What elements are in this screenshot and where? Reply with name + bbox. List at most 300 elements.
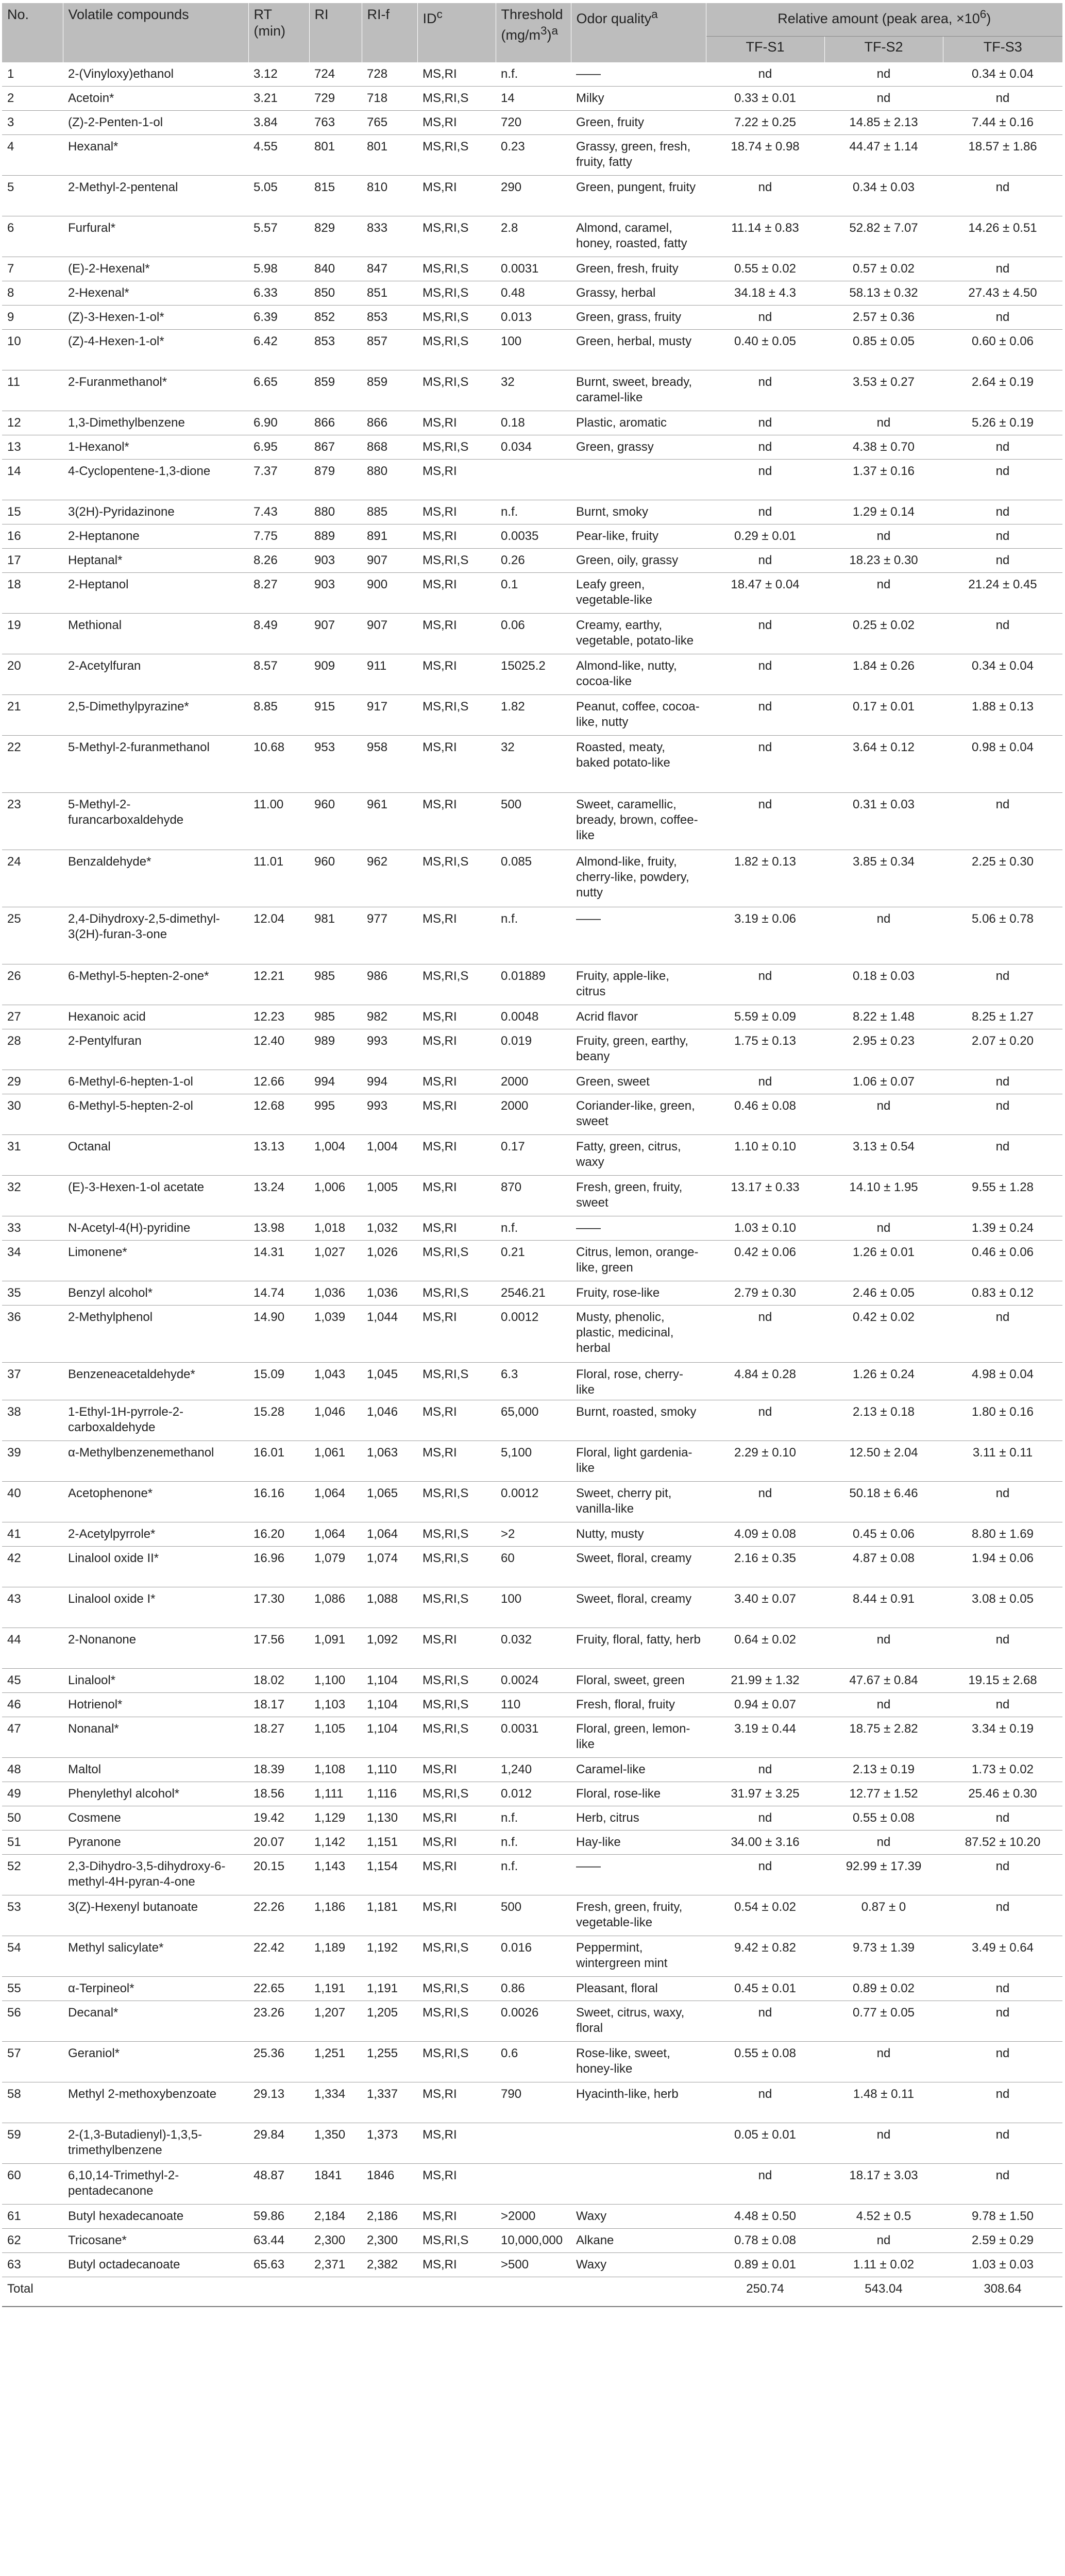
cell-no: 37 xyxy=(2,1363,63,1400)
cell-no: 46 xyxy=(2,1693,63,1717)
cell-tf-s1: nd xyxy=(706,549,824,573)
cell-odor: —— xyxy=(571,1855,706,1895)
cell-tf-s3: 1.03 ± 0.03 xyxy=(943,2253,1062,2277)
cell-threshold: 0.26 xyxy=(496,549,571,573)
cell-tf-s3: 8.80 ± 1.69 xyxy=(943,1522,1062,1547)
cell-no: 44 xyxy=(2,1628,63,1669)
cell-threshold: n.f. xyxy=(496,1806,571,1831)
cell-compound: 5-Methyl-2-furanmethanol xyxy=(63,736,248,793)
cell-id: MS,RI,S xyxy=(417,695,496,736)
cell-odor: Pear-like, fruity xyxy=(571,524,706,549)
cell-no: 57 xyxy=(2,2042,63,2082)
cell-compound: Tricosane* xyxy=(63,2229,248,2253)
cell-compound: 6-Methyl-6-hepten-1-ol xyxy=(63,1070,248,1094)
cell-compound: α-Terpineol* xyxy=(63,1977,248,2001)
cell-ri-f: 833 xyxy=(362,216,417,257)
cell-ri-f: 868 xyxy=(362,435,417,460)
cell-rt: 23.26 xyxy=(248,2001,309,2042)
cell-ri: 1,079 xyxy=(309,1547,362,1587)
cell-threshold: 0.085 xyxy=(496,850,571,907)
table-row xyxy=(2,435,1062,460)
table-row xyxy=(2,62,1062,87)
table-row xyxy=(2,1522,1062,1547)
header-rt: RT (min) xyxy=(248,3,309,62)
cell-ri: 1,111 xyxy=(309,1782,362,1806)
cell-tf-s1: nd xyxy=(706,306,824,330)
cell-tf-s3: 9.78 ± 1.50 xyxy=(943,2205,1062,2229)
cell-threshold: 5,100 xyxy=(496,1441,571,1482)
cell-tf-s1: 3.19 ± 0.06 xyxy=(706,907,824,964)
cell-tf-s2: 3.13 ± 0.54 xyxy=(824,1135,943,1176)
cell-id: MS,RI xyxy=(417,2123,496,2164)
cell-rt: 16.16 xyxy=(248,1482,309,1522)
cell-ri: 1,091 xyxy=(309,1628,362,1669)
cell-tf-s1: nd xyxy=(706,460,824,500)
cell-tf-s3: nd xyxy=(943,87,1062,111)
cell-no: 5 xyxy=(2,176,63,216)
cell-id: MS,RI,S xyxy=(417,257,496,281)
cell-id: MS,RI,S xyxy=(417,281,496,306)
cell-no: 20 xyxy=(2,654,63,695)
cell-id: MS,RI xyxy=(417,1176,496,1216)
cell-compound: 6-Methyl-5-hepten-2-ol xyxy=(63,1094,248,1135)
cell-tf-s3: nd xyxy=(943,1482,1062,1522)
cell-ri: 985 xyxy=(309,1005,362,1029)
cell-id: MS,RI xyxy=(417,1441,496,1482)
cell-tf-s2: 0.87 ± 0 xyxy=(824,1895,943,1936)
cell-threshold: 0.0035 xyxy=(496,524,571,549)
cell-threshold: 6.3 xyxy=(496,1363,571,1400)
cell-tf-s2: 0.34 ± 0.03 xyxy=(824,176,943,216)
cell-compound: 1,3-Dimethylbenzene xyxy=(63,411,248,435)
cell-odor: Almond-like, nutty, cocoa-like xyxy=(571,654,706,695)
cell-tf-s3: 0.98 ± 0.04 xyxy=(943,736,1062,793)
cell-tf-s3: 1.94 ± 0.06 xyxy=(943,1547,1062,1587)
cell-tf-s3: 2.64 ± 0.19 xyxy=(943,370,1062,411)
cell-tf-s3: 2.59 ± 0.29 xyxy=(943,2229,1062,2253)
cell-threshold xyxy=(496,2123,571,2164)
cell-ri: 1,064 xyxy=(309,1482,362,1522)
cell-odor: Almond-like, fruity, cherry-like, powdery, nutty xyxy=(571,850,706,907)
cell-tf-s1: 1.82 ± 0.13 xyxy=(706,850,824,907)
cell-ri: 1,105 xyxy=(309,1717,362,1758)
cell-rt: 63.44 xyxy=(248,2229,309,2253)
cell-ri-f: 1,110 xyxy=(362,1758,417,1782)
cell-odor: Almond, caramel, honey, roasted, fatty xyxy=(571,216,706,257)
cell-tf-s1: 1.03 ± 0.10 xyxy=(706,1216,824,1241)
cell-odor: Fruity, rose-like xyxy=(571,1281,706,1306)
cell-tf-s1: 13.17 ± 0.33 xyxy=(706,1176,824,1216)
table-row xyxy=(2,1176,1062,1216)
cell-tf-s2: 50.18 ± 6.46 xyxy=(824,1482,943,1522)
header-volatile-compounds: Volatile compounds xyxy=(63,3,248,62)
cell-ri: 1,108 xyxy=(309,1758,362,1782)
cell-rt: 18.27 xyxy=(248,1717,309,1758)
cell-rt: 17.30 xyxy=(248,1587,309,1628)
cell-id: MS,RI xyxy=(417,1135,496,1176)
header-ri: RI xyxy=(309,3,362,62)
cell-no: 45 xyxy=(2,1669,63,1693)
cell-tf-s3: nd xyxy=(943,1977,1062,2001)
cell-tf-s3: nd xyxy=(943,2042,1062,2082)
cell-tf-s2: nd xyxy=(824,1216,943,1241)
cell-rt: 5.98 xyxy=(248,257,309,281)
table-row xyxy=(2,2001,1062,2042)
table-row xyxy=(2,1216,1062,1241)
table-row xyxy=(2,1855,1062,1895)
cell-no: 29 xyxy=(2,1070,63,1094)
cell-id: MS,RI,S xyxy=(417,1977,496,2001)
cell-id: MS,RI,S xyxy=(417,1587,496,1628)
cell-ri-f: 1,104 xyxy=(362,1693,417,1717)
cell-no: 21 xyxy=(2,695,63,736)
cell-tf-s2: nd xyxy=(824,524,943,549)
cell-tf-s1: 0.55 ± 0.02 xyxy=(706,257,824,281)
cell-ri-f: 961 xyxy=(362,793,417,850)
cell-tf-s1: 0.55 ± 0.08 xyxy=(706,2042,824,2082)
cell-no: 59 xyxy=(2,2123,63,2164)
table-row xyxy=(2,549,1062,573)
cell-no: 22 xyxy=(2,736,63,793)
cell-odor: Floral, green, lemon-like xyxy=(571,1717,706,1758)
cell-ri-f: 1,116 xyxy=(362,1782,417,1806)
cell-ri: 1,046 xyxy=(309,1400,362,1441)
cell-tf-s2: 0.45 ± 0.06 xyxy=(824,1522,943,1547)
cell-ri-f: 993 xyxy=(362,1029,417,1070)
cell-threshold: 0.013 xyxy=(496,306,571,330)
cell-tf-s1: 18.47 ± 0.04 xyxy=(706,573,824,614)
cell-id: MS,RI xyxy=(417,176,496,216)
cell-threshold: 100 xyxy=(496,330,571,370)
cell-ri-f: 1,088 xyxy=(362,1587,417,1628)
cell-rt: 12.66 xyxy=(248,1070,309,1094)
cell-tf-s3: nd xyxy=(943,1693,1062,1717)
cell-rt: 6.90 xyxy=(248,411,309,435)
cell-ri: 1,143 xyxy=(309,1855,362,1895)
cell-tf-s2: 47.67 ± 0.84 xyxy=(824,1669,943,1693)
cell-compound: 2-Heptanone xyxy=(63,524,248,549)
table-row xyxy=(2,281,1062,306)
cell-ri-f: 801 xyxy=(362,135,417,176)
cell-threshold: 0.0012 xyxy=(496,1482,571,1522)
cell-no: 56 xyxy=(2,2001,63,2042)
table-row xyxy=(2,330,1062,370)
cell-tf-s3: 4.98 ± 0.04 xyxy=(943,1363,1062,1400)
cell-id: MS,RI xyxy=(417,62,496,87)
cell-threshold: 0.17 xyxy=(496,1135,571,1176)
cell-tf-s1: 2.79 ± 0.30 xyxy=(706,1281,824,1306)
cell-ri: 724 xyxy=(309,62,362,87)
cell-odor: Caramel-like xyxy=(571,1758,706,1782)
cell-compound: 2-Hexenal* xyxy=(63,281,248,306)
cell-odor: Green, grassy xyxy=(571,435,706,460)
cell-no: 48 xyxy=(2,1758,63,1782)
cell-ri: 850 xyxy=(309,281,362,306)
cell-compound: 2-Methyl-2-pentenal xyxy=(63,176,248,216)
cell-tf-s1: 3.40 ± 0.07 xyxy=(706,1587,824,1628)
cell-tf-s3: nd xyxy=(943,1806,1062,1831)
cell-tf-s1: 9.42 ± 0.82 xyxy=(706,1936,824,1977)
cell-tf-s2: 1.06 ± 0.07 xyxy=(824,1070,943,1094)
cell-compound: 1-Ethyl-1H-pyrrole-2-carboxaldehyde xyxy=(63,1400,248,1441)
cell-odor: Waxy xyxy=(571,2253,706,2277)
table-row xyxy=(2,524,1062,549)
cell-rt: 8.26 xyxy=(248,549,309,573)
cell-tf-s1: 0.89 ± 0.01 xyxy=(706,2253,824,2277)
cell-ri-f: 1,074 xyxy=(362,1547,417,1587)
cell-threshold: n.f. xyxy=(496,1831,571,1855)
cell-rt: 59.86 xyxy=(248,2205,309,2229)
cell-ri-f: 847 xyxy=(362,257,417,281)
cell-odor: Fresh, green, fruity, sweet xyxy=(571,1176,706,1216)
total-empty-cell xyxy=(309,2277,362,2307)
cell-tf-s2: 2.13 ± 0.18 xyxy=(824,1400,943,1441)
cell-compound: Furfural* xyxy=(63,216,248,257)
cell-tf-s3: nd xyxy=(943,964,1062,1005)
cell-compound: Geraniol* xyxy=(63,2042,248,2082)
cell-threshold: 110 xyxy=(496,1693,571,1717)
cell-rt: 16.96 xyxy=(248,1547,309,1587)
total-empty-cell xyxy=(417,2277,496,2307)
cell-compound: Benzaldehyde* xyxy=(63,850,248,907)
cell-ri-f: 1,032 xyxy=(362,1216,417,1241)
cell-tf-s1: 1.10 ± 0.10 xyxy=(706,1135,824,1176)
cell-tf-s3: 0.60 ± 0.06 xyxy=(943,330,1062,370)
cell-ri-f: 1,005 xyxy=(362,1176,417,1216)
cell-id: MS,RI,S xyxy=(417,1782,496,1806)
cell-id: MS,RI,S xyxy=(417,1669,496,1693)
cell-rt: 12.21 xyxy=(248,964,309,1005)
cell-tf-s2: nd xyxy=(824,573,943,614)
cell-compound: 2-Methylphenol xyxy=(63,1306,248,1363)
table-row xyxy=(2,1363,1062,1400)
cell-tf-s1: nd xyxy=(706,1806,824,1831)
cell-ri-f: 2,382 xyxy=(362,2253,417,2277)
cell-ri-f: 885 xyxy=(362,500,417,524)
cell-tf-s1: 0.29 ± 0.01 xyxy=(706,524,824,549)
cell-tf-s2: 1.26 ± 0.01 xyxy=(824,1241,943,1281)
total-row xyxy=(2,2277,1062,2307)
cell-rt: 20.15 xyxy=(248,1855,309,1895)
cell-compound: Methyl salicylate* xyxy=(63,1936,248,1977)
cell-threshold: 0.0031 xyxy=(496,257,571,281)
cell-id: MS,RI,S xyxy=(417,1717,496,1758)
table-row xyxy=(2,135,1062,176)
cell-compound: Limonene* xyxy=(63,1241,248,1281)
cell-odor: Burnt, roasted, smoky xyxy=(571,1400,706,1441)
cell-tf-s2: 0.31 ± 0.03 xyxy=(824,793,943,850)
cell-tf-s2: 0.77 ± 0.05 xyxy=(824,2001,943,2042)
cell-ri-f: 1846 xyxy=(362,2164,417,2205)
cell-threshold: 0.019 xyxy=(496,1029,571,1070)
cell-ri: 2,300 xyxy=(309,2229,362,2253)
cell-ri-f: 1,130 xyxy=(362,1806,417,1831)
cell-tf-s1: 31.97 ± 3.25 xyxy=(706,1782,824,1806)
cell-tf-s3: 0.34 ± 0.04 xyxy=(943,62,1062,87)
cell-tf-s2: 0.25 ± 0.02 xyxy=(824,614,943,654)
cell-id: MS,RI,S xyxy=(417,1281,496,1306)
table-row xyxy=(2,614,1062,654)
cell-tf-s2: 2.57 ± 0.36 xyxy=(824,306,943,330)
cell-tf-s2: 0.57 ± 0.02 xyxy=(824,257,943,281)
cell-no: 55 xyxy=(2,1977,63,2001)
cell-rt: 18.02 xyxy=(248,1669,309,1693)
cell-rt: 16.20 xyxy=(248,1522,309,1547)
cell-tf-s3: nd xyxy=(943,1895,1062,1936)
cell-id: MS,RI,S xyxy=(417,1482,496,1522)
cell-no: 15 xyxy=(2,500,63,524)
cell-ri-f: 1,337 xyxy=(362,2082,417,2123)
cell-compound: Methional xyxy=(63,614,248,654)
cell-tf-s3: 14.26 ± 0.51 xyxy=(943,216,1062,257)
cell-ri: 903 xyxy=(309,573,362,614)
cell-tf-s1: 4.48 ± 0.50 xyxy=(706,2205,824,2229)
cell-odor: Burnt, sweet, bready, caramel-like xyxy=(571,370,706,411)
cell-tf-s1: 18.74 ± 0.98 xyxy=(706,135,824,176)
cell-tf-s3: nd xyxy=(943,2164,1062,2205)
table-row xyxy=(2,1895,1062,1936)
cell-id: MS,RI,S xyxy=(417,1363,496,1400)
cell-id: MS,RI xyxy=(417,793,496,850)
cell-tf-s2: 8.44 ± 0.91 xyxy=(824,1587,943,1628)
cell-threshold: 32 xyxy=(496,736,571,793)
table-row xyxy=(2,573,1062,614)
cell-id: MS,RI xyxy=(417,1070,496,1094)
cell-ri: 1,086 xyxy=(309,1587,362,1628)
cell-id: MS,RI,S xyxy=(417,306,496,330)
cell-ri-f: 1,044 xyxy=(362,1306,417,1363)
cell-odor: Creamy, earthy, vegetable, potato-like xyxy=(571,614,706,654)
cell-compound: 2-Furanmethanol* xyxy=(63,370,248,411)
cell-no: 16 xyxy=(2,524,63,549)
cell-no: 39 xyxy=(2,1441,63,1482)
cell-tf-s2: 1.29 ± 0.14 xyxy=(824,500,943,524)
table-row xyxy=(2,1717,1062,1758)
cell-no: 1 xyxy=(2,62,63,87)
cell-threshold: 500 xyxy=(496,793,571,850)
cell-no: 40 xyxy=(2,1482,63,1522)
cell-rt: 65.63 xyxy=(248,2253,309,2277)
cell-compound: 2-Acetylfuran xyxy=(63,654,248,695)
table-row xyxy=(2,1806,1062,1831)
cell-compound: Cosmene xyxy=(63,1806,248,1831)
cell-tf-s2: 1.37 ± 0.16 xyxy=(824,460,943,500)
cell-rt: 8.85 xyxy=(248,695,309,736)
cell-rt: 11.00 xyxy=(248,793,309,850)
cell-odor: Floral, rose-like xyxy=(571,1782,706,1806)
cell-tf-s2: 0.17 ± 0.01 xyxy=(824,695,943,736)
cell-ri-f: 917 xyxy=(362,695,417,736)
cell-ri: 1,043 xyxy=(309,1363,362,1400)
cell-ri-f: 1,181 xyxy=(362,1895,417,1936)
cell-no: 17 xyxy=(2,549,63,573)
cell-rt: 25.36 xyxy=(248,2042,309,2082)
cell-compound: Decanal* xyxy=(63,2001,248,2042)
cell-threshold: 0.0024 xyxy=(496,1669,571,1693)
cell-threshold: n.f. xyxy=(496,907,571,964)
cell-threshold: 0.0048 xyxy=(496,1005,571,1029)
cell-id: MS,RI,S xyxy=(417,87,496,111)
cell-tf-s2: nd xyxy=(824,907,943,964)
cell-tf-s2: 4.52 ± 0.5 xyxy=(824,2205,943,2229)
cell-threshold: >2 xyxy=(496,1522,571,1547)
cell-rt: 22.65 xyxy=(248,1977,309,2001)
cell-ri: 907 xyxy=(309,614,362,654)
cell-tf-s1: nd xyxy=(706,1758,824,1782)
cell-compound: Octanal xyxy=(63,1135,248,1176)
table-row xyxy=(2,460,1062,500)
cell-compound: Maltol xyxy=(63,1758,248,1782)
cell-threshold: n.f. xyxy=(496,62,571,87)
header-tf-s1: TF-S1 xyxy=(706,37,824,63)
cell-tf-s1: 0.42 ± 0.06 xyxy=(706,1241,824,1281)
cell-tf-s2: 18.17 ± 3.03 xyxy=(824,2164,943,2205)
cell-tf-s3: 5.26 ± 0.19 xyxy=(943,411,1062,435)
cell-tf-s1: 0.05 ± 0.01 xyxy=(706,2123,824,2164)
cell-ri-f: 1,026 xyxy=(362,1241,417,1281)
table-row xyxy=(2,2253,1062,2277)
cell-tf-s1: nd xyxy=(706,62,824,87)
cell-threshold: 2000 xyxy=(496,1070,571,1094)
cell-tf-s3: nd xyxy=(943,2001,1062,2042)
cell-ri: 729 xyxy=(309,87,362,111)
cell-ri-f: 1,151 xyxy=(362,1831,417,1855)
cell-tf-s3: nd xyxy=(943,1135,1062,1176)
cell-tf-s1: 3.19 ± 0.44 xyxy=(706,1717,824,1758)
cell-compound: 2-Heptanol xyxy=(63,573,248,614)
table-row xyxy=(2,306,1062,330)
cell-compound: Butyl octadecanoate xyxy=(63,2253,248,2277)
cell-rt: 14.31 xyxy=(248,1241,309,1281)
cell-tf-s1: 11.14 ± 0.83 xyxy=(706,216,824,257)
cell-tf-s1: nd xyxy=(706,411,824,435)
cell-tf-s3: 3.11 ± 0.11 xyxy=(943,1441,1062,1482)
cell-compound: (E)-2-Hexenal* xyxy=(63,257,248,281)
cell-rt: 7.75 xyxy=(248,524,309,549)
cell-odor: Milky xyxy=(571,87,706,111)
cell-compound: 3(2H)-Pyridazinone xyxy=(63,500,248,524)
cell-tf-s1: 4.84 ± 0.28 xyxy=(706,1363,824,1400)
cell-ri: 1,334 xyxy=(309,2082,362,2123)
cell-tf-s3: nd xyxy=(943,1094,1062,1135)
cell-tf-s1: 0.45 ± 0.01 xyxy=(706,1977,824,2001)
cell-rt: 3.12 xyxy=(248,62,309,87)
cell-tf-s2: 0.89 ± 0.02 xyxy=(824,1977,943,2001)
cell-threshold: 0.0031 xyxy=(496,1717,571,1758)
table-row xyxy=(2,1669,1062,1693)
cell-rt: 29.84 xyxy=(248,2123,309,2164)
cell-tf-s1: 5.59 ± 0.09 xyxy=(706,1005,824,1029)
cell-tf-s2: 3.64 ± 0.12 xyxy=(824,736,943,793)
cell-ri-f: 1,205 xyxy=(362,2001,417,2042)
cell-id: MS,RI xyxy=(417,1306,496,1363)
cell-tf-s1: nd xyxy=(706,964,824,1005)
cell-odor: Alkane xyxy=(571,2229,706,2253)
cell-odor: Fatty, green, citrus, waxy xyxy=(571,1135,706,1176)
cell-rt: 8.49 xyxy=(248,614,309,654)
cell-threshold: 0.06 xyxy=(496,614,571,654)
cell-rt: 7.43 xyxy=(248,500,309,524)
cell-odor: Fruity, green, earthy, beany xyxy=(571,1029,706,1070)
cell-ri-f: 891 xyxy=(362,524,417,549)
table-container xyxy=(2,3,1062,2307)
cell-tf-s1: 0.46 ± 0.08 xyxy=(706,1094,824,1135)
cell-compound: Benzyl alcohol* xyxy=(63,1281,248,1306)
cell-no: 11 xyxy=(2,370,63,411)
cell-rt: 15.09 xyxy=(248,1363,309,1400)
cell-id: MS,RI,S xyxy=(417,850,496,907)
cell-ri-f: 2,186 xyxy=(362,2205,417,2229)
